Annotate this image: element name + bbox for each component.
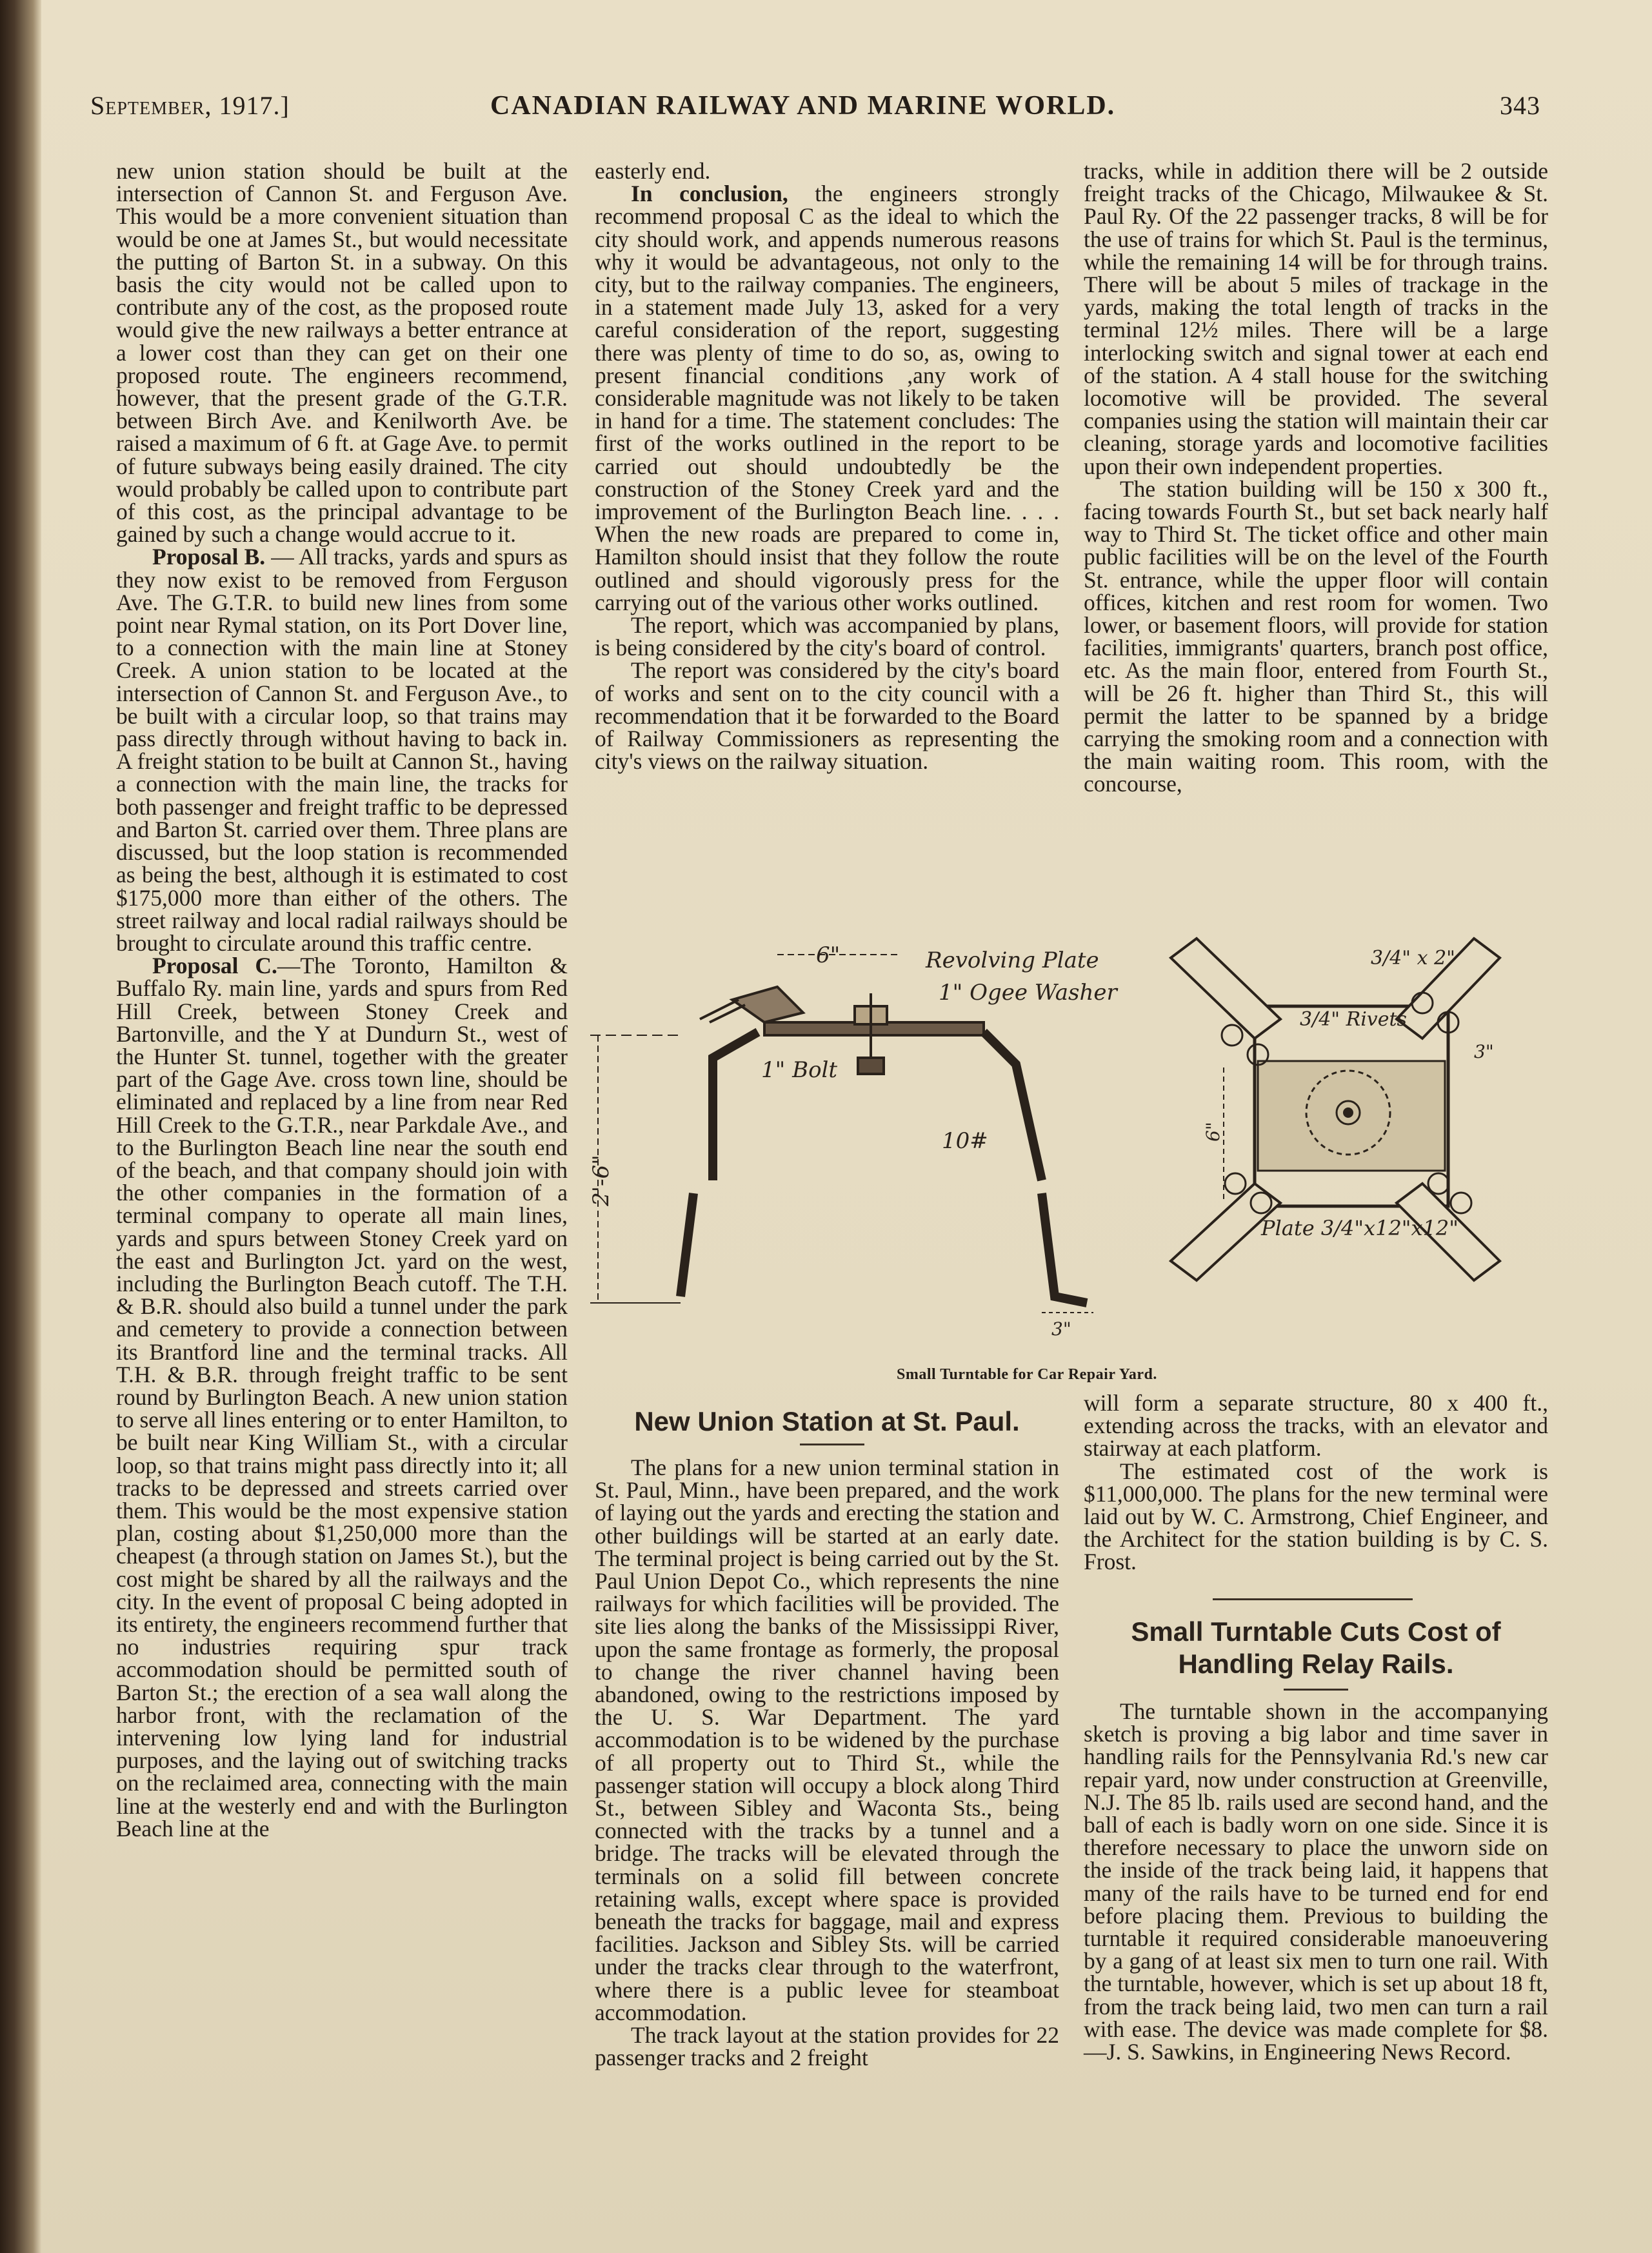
paragraph: The track layout at the station provides for 22 passenger tracks and 2 freight [595,2022,1059,2071]
label-plate: Plate 3/4"x12"x12" [1261,1216,1458,1240]
book-gutter [0,0,41,2253]
paragraph: tracks, while in addition there will be 2 outside freight tracks of the Chicago, Milwaukee & St. Paul Ry. Of the 22 passenger tracks, 8 will be for the use of trains for which St. Paul is the terminus, while the remaining 14 will be for through trains. There will be about 5 miles of trackage in the yards, making the total length of tracks in the terminal 12½ miles. There will be a large interlocking switch and signal tower at each end of the station. A 4 stall house for the switching locomotive will be provided. The several companies using the station will maintain their car cleaning, storage yards and locomotive facilities upon their own independent properties. [1084,158,1548,479]
paragraph: will form a separate structure, 80 x 400 ft., extending across the tracks, with an elevator and stairway at each platform. [1084,1390,1548,1462]
paragraph: The station building will be 150 x 300 ft., facing towards Fourth St., but set back nearly half way to Third St. The ticket office and other main public facilities will be on the level of the Fourth St. entrance, while the upper floor will contain offices, kitchen and rest room for women. Two lower, or basement floors, will provide for station facilities, immigrants' quarters, branch post office, etc. As the main floor, entered from Fourth St., will be 26 ft. higher than Third St., this will permit the latter to be spanned by a bridge carrying the smoking room and a connection with the main waiting room. This room, with the concourse, [1084,475,1548,797]
paragraph [595,183,1059,614]
label-3in-side: 3" [1474,1041,1494,1062]
title-rule [800,1444,864,1445]
article-2-body [1084,1700,1548,2063]
label-10lb: 10# [942,1128,988,1154]
label-3in-bottom: 3" [1051,1318,1071,1340]
turntable-figure [584,909,1558,1380]
run-in-heading: Proposal B. [152,544,266,570]
section-divider [1213,1598,1413,1600]
paragraph [116,546,568,955]
paragraph: new union station should be built at the intersection of Cannon St. and Ferguson Ave. This would be a more convenient situation than would be one at James St., but would necessitate the putting of Barton St. in a subway. On this basis the city would not be called upon to contribute any of the cost, as the proposed route would give the new railways a better entrance at a lower cost than they can get on their one proposed route. The engineers recommend, however, that the present grade of the G.T.R. between Birch Ave. and Kenilworth Ave. be raised a maximum of 6 ft. at Gage Ave. to permit of future subways being easily drained. The city would probably be called upon to contribute part of this cost, as the principal advantage to be gained by such a change would accrue to it. [116,158,568,548]
running-head-title: CANADIAN RAILWAY AND MARINE WORLD. [490,91,1116,121]
paragraph: The report was considered by the city's board of works and sent on to the city council with a recommendation that it be forwarded to the Board of Railway Commissioners as representing the city's views on the railway situation. [595,657,1059,775]
left-leg [713,1032,758,1180]
label-bolt: 1" Bolt [761,1057,838,1083]
running-head-date: September, 1917.] [90,91,290,120]
column-1 [116,160,568,1840]
paragraph: The plans for a new union terminal station in St. Paul, Minn., have been prepared, and the work of laying out the yards and erecting the station and other buildings will be started at an early date. The terminal project is being carried out by the St. Paul Union Depot Co., which represents the nine railways for which facilities will be provided. The site lies along the banks of the Mississippi River, upon the same frontage as formerly, the proposal to change the river channel having been abandoned, owing to the restrictions imposed by the U. S. War Department. The yard accommodation is to be widened by the purchase of all property out to Third St., while the passenger station will occupy a block along Third St., between Sibley and Waconta Sts., being connected with the tracks by a tunnel and a bridge. The tracks will be elevated through the terminals on a solid fill between concrete retaining walls, except where space is provided beneath the tracks for baggage, mail and express facilities. Jackson and Sibley Sts. will be carried under the tracks clear through to the waterfront, where there is a public levee for steamboat accommodation. [595,1454,1059,2025]
rivet [1428,1173,1449,1194]
paragraph-text: the engineers strongly recommend proposal C as the ideal to which the city should work, and appends numerous reasons why it would be advantageous, not only to the city, but to the railway companies. The engineers, in a statement made July 13, asked for a very careful consideration of the report, suggesting there was plenty of time to do so, as, owing to present financial conditions ,any work of considerable magnitude was not likely to be taken in hand for a time. The statement concludes: The first of the works outlined in the report to be carried out should undoubtedly be the construction of the Stoney Creek yard and the improvement of the Burlington Beach line. . . . When the new roads are prepared to come in, Hamilton should insist that they follow the route outlined and should vigorously press for the carrying out of the various other works outlined. [595,181,1059,615]
label-6in-side: 6" [1202,1122,1224,1142]
article-title: Small Turntable Cuts Cost of Handling Relay Rails. [1131,1616,1501,1679]
paragraph: The turntable shown in the accompanying sketch is proving a big labor and time saver in handling rails for the Pennsylvania Rd.'s new car repair yard, now under construction at Greenville, N.J. The 85 lb. rails used are second hand, and the ball of each is badly worn on one side. Since it is therefore necessary to place the unworn side on the inside of the track being laid, it happens that many of the rails have to be turned end for end before placing them. Previous to building the turntable it required considerable manoeuvering by a gang of at least six men to turn one rail. With the turntable, however, which is set up about 18 ft, from the track being laid, two men can turn a rail with ease. The device was made complete for $8.—J. S. Sawkins, in Engineering News Record. [1084,1698,1548,2065]
label-height: 2'-6" [588,1155,614,1206]
paragraph [116,955,568,1840]
hatch-line [710,1005,745,1022]
article-title: New Union Station at St. Paul. [634,1406,1020,1436]
left-leg-lower [681,1193,693,1296]
label-angle-size: 3/4" x 2" [1371,947,1455,969]
plan-center-dot [1344,1109,1352,1117]
rivet [1222,1025,1242,1046]
right-leg-lower [1042,1193,1087,1303]
paragraph: The report, which was accompanied by plans, is being considered by the city's board of control. [595,612,1059,661]
article-1-body [595,1456,1059,2069]
page-number: 343 [1500,91,1540,120]
label-6in: 6" [816,942,841,968]
label-ogee-washer: 1" Ogee Washer [939,980,1117,1006]
label-rivets: 3/4" Rivets [1300,1008,1407,1031]
paragraph: The estimated cost of the work is $11,000,000. The plans for the new terminal were laid out by W. C. Armstrong, Chief Engineer, and the Architect for the station building is by C. S. Frost. [1084,1458,1548,1575]
figure-caption: Small Turntable for Car Repair Yard. [897,1366,1157,1383]
article-1-continued [1084,1392,1548,1574]
arm-top-left [1171,938,1280,1038]
paragraph-text: — All tracks, yards and spurs as they now exist to be removed from Ferguson Ave. The G.T.R. to build new lines from some point near Rymal station, on its Port Dover line, to a connection with the main line at Stoney Creek. A union station to be located at the intersection of Cannon St. and Ferguson Ave., to be built with a circular loop, so that trains may pass directly through without having to back in. A freight station to be built at Cannon St., having a connection with the main line, the tracks for both passenger and freight traffic to be depressed and Barton St. carried over them. Three plans are discussed, but the loop station is recommended as being the best, although it is estimated to cost $175,000 more than either of the others. The street railway and local radial railways should be brought to circulate around this traffic centre. [116,544,568,956]
run-in-heading: In conclusion, [631,181,788,207]
title-rule [1284,1689,1348,1691]
run-in-heading: Proposal C. [152,953,277,979]
label-revolving-plate: Revolving Plate [926,948,1099,973]
column-3 [1084,160,1548,796]
bolt-nut [858,1058,884,1074]
rivet [1225,1173,1246,1194]
paragraph: easterly end. [595,158,711,184]
right-leg [984,1032,1042,1180]
paragraph-text: —The Toronto, Hamilton & Buffalo Ry. main line, yards and spurs from Red Hill Creek, between Stoney Creek and Bartonville, and the Y at Dundurn St., west of the Hunter St. tunnel, together with the greater part of the Gage Ave. cross town line, should be eliminated and replaced by a line from near Red Hill Creek to the G.T.R., near Parkdale Ave., and to the Burlington Beach line near the south end of the beach, and that company should join with the other companies in the formation of a terminal company to operate all main lines, yards and spurs between Stoney Creek yard on the east and Burlington Jct. yard on the west, including the Burlington Beach cutoff. The T.H. & B.R. should also build a tunnel under the park and cemetery to provide a connection between its Brantford line and the terminal tracks. All T.H. & B.R. through freight traffic to be sent round by Burlington Beach. A new union station to serve all lines entering or to enter Hamilton, to be built near King William St., with a circular loop, so that trains might pass directly into it; all tracks to be depressed and streets carried over them. This would be the most expensive station plan, costing about $1,250,000 more than the cheapest (a through station on James St.), but the cost might be shared by all the railways and the city. In the event of proposal C being adopted in its entirety, the engineers recommend further that no industries requiring spur track accommodation should be permitted south of Barton St.; the erection of a sea wall along the harbor front, with the reclamation of the intervening low lying land for industrial purposes, and the laying out of switching tracks on the reclaimed area, connecting with the main line at the westerly end and with the Burlington Beach line at the [116,953,568,1841]
column-2 [595,160,1059,773]
rivet [1451,1193,1471,1213]
